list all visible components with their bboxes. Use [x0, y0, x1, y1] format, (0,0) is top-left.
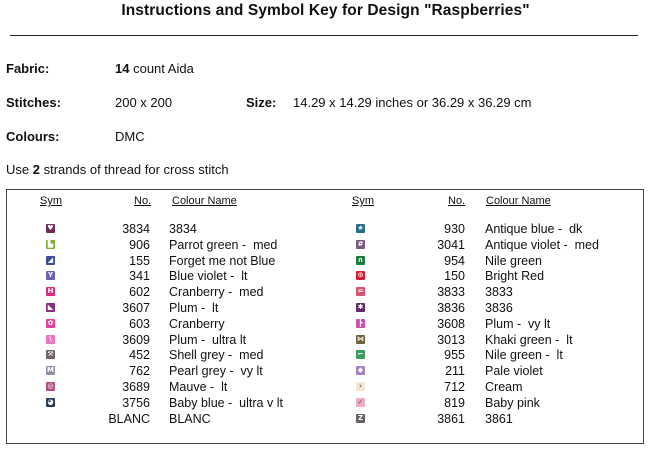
colour-name: BLANC [169, 411, 211, 426]
page-title: Instructions and Symbol Key for Design "Raspberries" [121, 2, 530, 19]
colour-name: Plum - vy lt [485, 316, 551, 331]
colour-name: Forget me not Blue [169, 253, 276, 268]
dmc-number: 3609 [122, 332, 150, 347]
arch-icon: ∩ [357, 255, 364, 264]
fabric-label: Fabric: [6, 61, 50, 76]
title-divider [10, 35, 638, 36]
colour-name: Plum - ultra lt [169, 332, 247, 347]
dmc-number: 3756 [122, 395, 150, 410]
bowtie-icon: ⋈ [357, 334, 364, 343]
strands-count: 2 [32, 162, 40, 177]
colour-name: 3836 [485, 301, 513, 315]
globe-icon: ◕ [47, 397, 54, 406]
colour-name: Plum - lt [169, 301, 219, 315]
dmc-number: 3013 [437, 332, 465, 347]
colour-name: Khaki green - lt [485, 332, 573, 347]
colour-name: Mauve - lt [169, 380, 228, 394]
left-name-header: Colour Name [172, 195, 237, 207]
letter-m-icon: M [47, 366, 54, 375]
colour-name: Pearl grey - vy lt [169, 364, 263, 379]
dmc-number: 3689 [122, 380, 150, 394]
colour-name: Nile green [485, 253, 542, 268]
colour-name: Nile green - lt [485, 348, 563, 363]
right-no-header: No. [448, 195, 466, 207]
colour-name: Bright Red [485, 269, 545, 284]
colour-name: Parrot green - med [169, 237, 278, 252]
equals-icon: = [357, 287, 364, 296]
dmc-number: 602 [129, 285, 150, 300]
dmc-number: 452 [129, 348, 150, 363]
right-sym-header: Sym [352, 195, 374, 207]
stitches-label: Stitches: [6, 95, 61, 110]
lozenge-icon: ◆ [357, 366, 364, 375]
colour-name: Cream [485, 380, 523, 394]
colour-name: 3861 [485, 411, 513, 426]
heart-icon: ♥ [47, 224, 54, 232]
left-sym-header: Sym [40, 195, 62, 207]
check-icon: ✓ [357, 397, 364, 406]
hash-icon: # [357, 239, 364, 248]
letter-z-icon: Z [357, 413, 364, 422]
dmc-number: 3834 [122, 222, 150, 236]
colour-name: Shell grey - med [169, 348, 264, 363]
dmc-number: 819 [444, 395, 465, 410]
dmc-number: 603 [129, 316, 150, 331]
dmc-number: 930 [444, 222, 465, 236]
colour-name: Baby pink [485, 395, 540, 410]
dmc-number: 3833 [437, 285, 465, 300]
tee-icon: ┣ [356, 319, 365, 328]
star-icon: ★ [357, 224, 364, 232]
colour-name: Cranberry [169, 316, 225, 331]
dmc-number: BLANC [108, 411, 150, 426]
right-name-header: Colour Name [486, 195, 551, 207]
strands-post: strands of thread for cross stitch [43, 162, 229, 177]
dmc-number: 762 [129, 364, 150, 379]
colour-name: Antique violet - med [485, 237, 599, 252]
colour-name: Cranberry - med [169, 285, 264, 300]
colour-name: Baby blue - ultra v lt [169, 395, 283, 410]
colours-value: DMC [115, 129, 145, 144]
colour-name: Blue violet - lt [169, 269, 248, 284]
size-value: 14.29 x 14.29 inches or 36.29 x 36.29 cm [293, 95, 532, 110]
dmc-number: 3041 [437, 237, 465, 252]
colour-name: 3833 [485, 285, 513, 300]
dmc-number: 155 [129, 253, 150, 268]
target-icon: ◎ [47, 382, 54, 390]
blank-icon [46, 414, 55, 423]
dmc-number: 3861 [437, 411, 465, 426]
asterisk-icon: ✱ [357, 303, 364, 311]
colour-name: 3834 [169, 222, 197, 236]
fabric-count: 14 [115, 61, 130, 76]
stitches-value: 200 x 200 [115, 95, 173, 110]
bracket-icon: ⌐ [357, 350, 364, 359]
letter-h-icon: H [47, 287, 54, 296]
corner-icon: ▙ [47, 239, 54, 248]
diagonal-icon: ◢ [47, 255, 54, 264]
hammer-icon: ⚒ [47, 350, 54, 359]
glass-icon: Y [47, 271, 54, 280]
dmc-number: 150 [444, 269, 465, 284]
dmc-number: 341 [129, 269, 150, 284]
dmc-number: 3836 [437, 301, 465, 315]
dmc-number: 3607 [122, 301, 150, 315]
dmc-number: 211 [445, 364, 465, 379]
dmc-number: 906 [129, 237, 150, 252]
fabric-value [115, 61, 194, 76]
dmc-number: 955 [444, 348, 465, 363]
strands-pre: Use [6, 162, 30, 177]
size-label: Size: [246, 95, 277, 110]
colours-label: Colours: [6, 129, 60, 144]
slash-icon: \ [46, 335, 55, 344]
strands-instruction [6, 162, 229, 177]
colour-name: Antique blue - dk [485, 222, 583, 236]
flower-icon: ✿ [47, 318, 54, 327]
left-no-header: No. [134, 195, 152, 207]
fabric-type: count Aida [133, 61, 194, 76]
dmc-number: 954 [444, 253, 465, 268]
circle-dot-icon: ⊙ [357, 271, 364, 280]
dmc-number: 712 [444, 380, 465, 394]
arrow-icon: ◣ [47, 303, 54, 311]
colour-name: Pale violet [485, 364, 543, 379]
chevron-icon: › [356, 382, 365, 391]
dmc-number: 3608 [437, 316, 465, 331]
